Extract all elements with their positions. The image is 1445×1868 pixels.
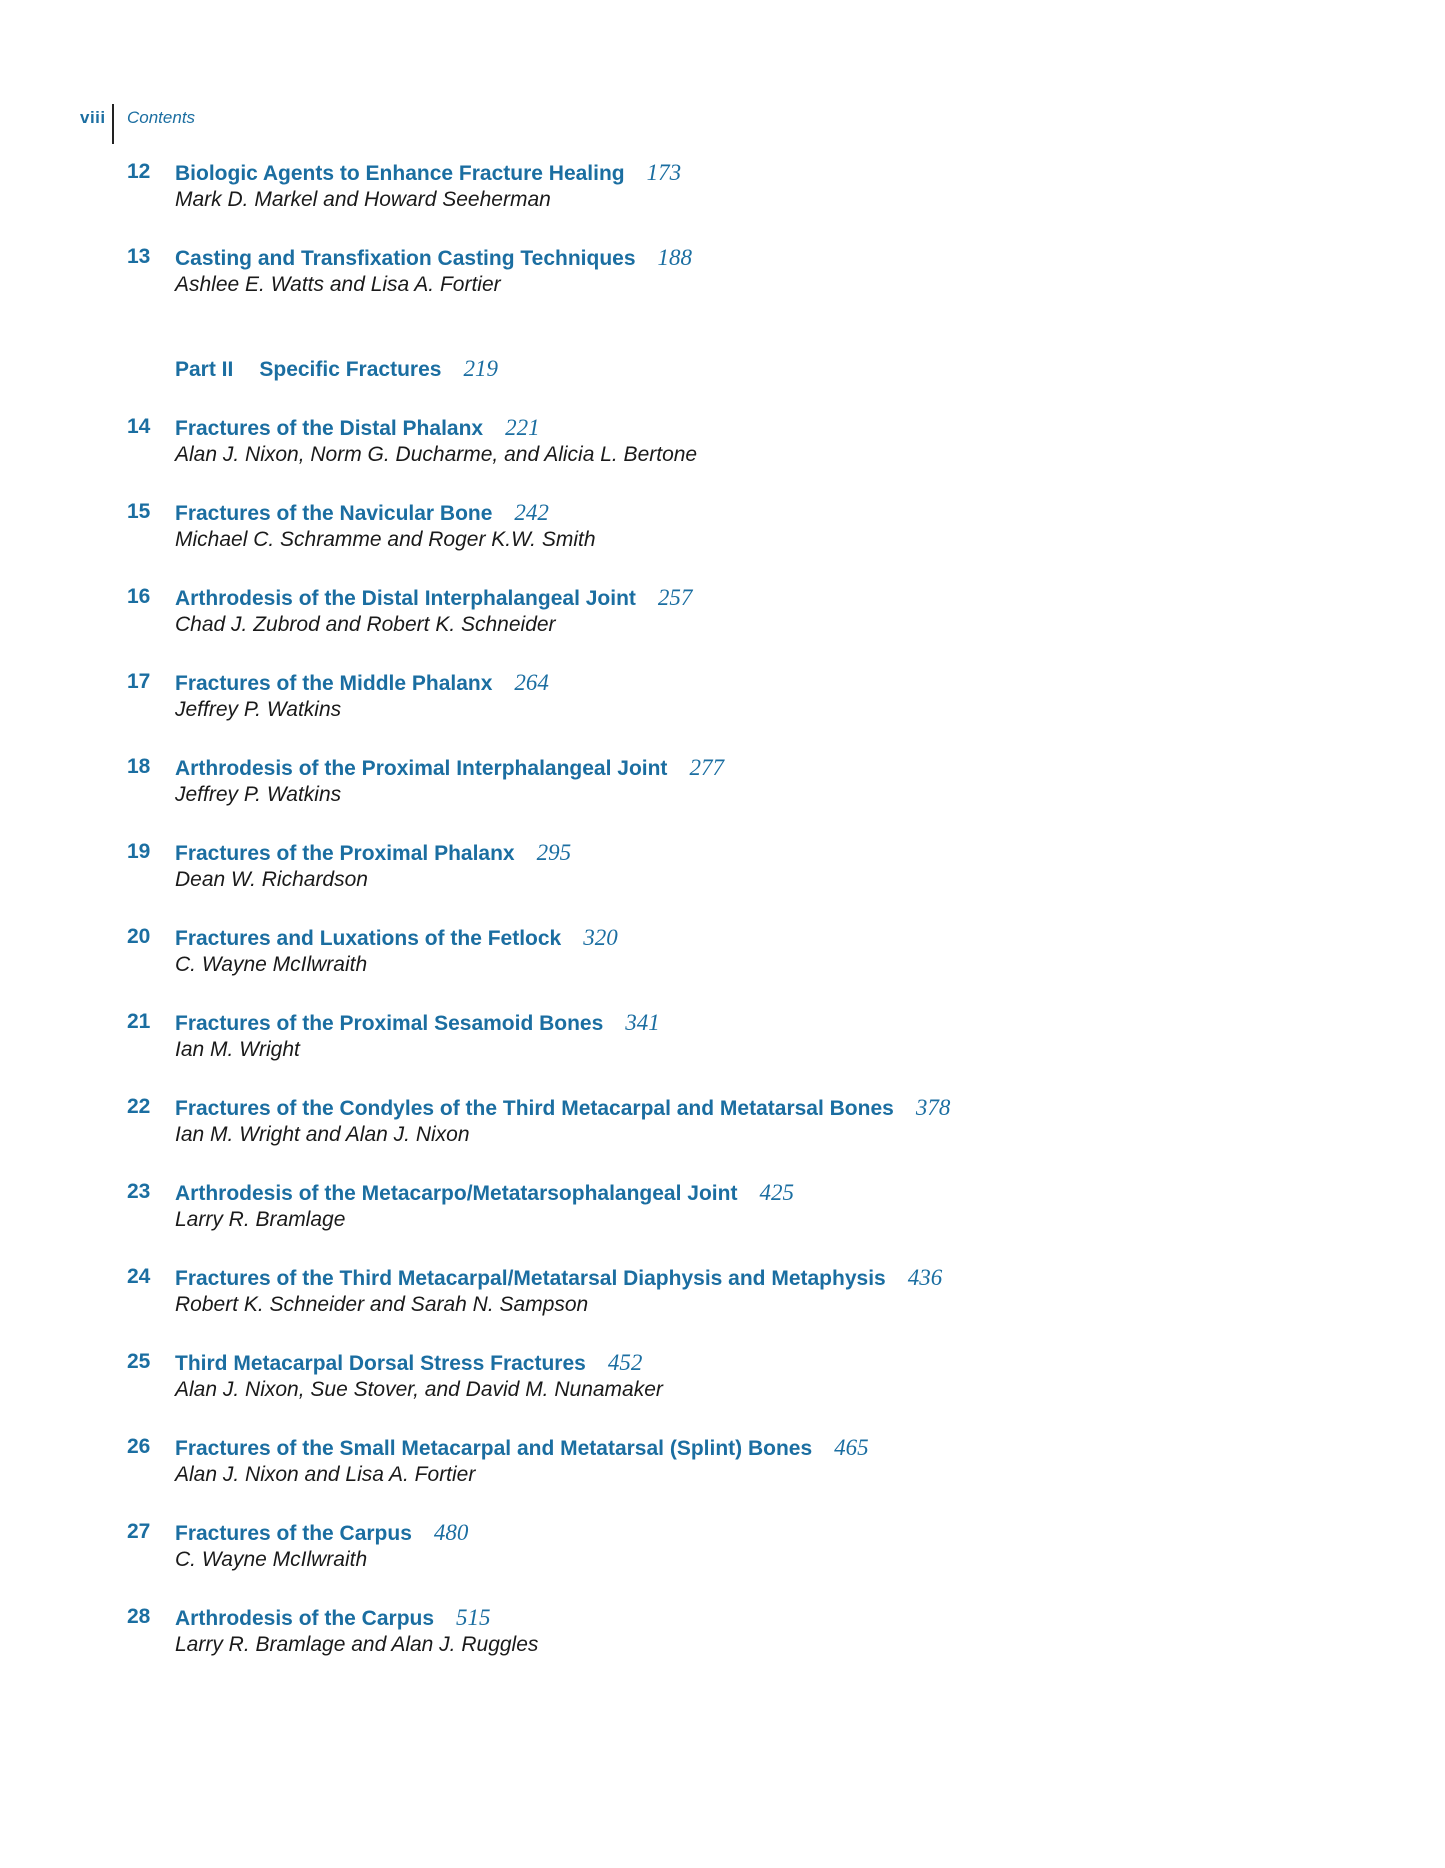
chapter-title[interactable]: Arthrodesis of the Proximal Interphalangeal Joint <box>175 757 668 780</box>
chapter-number: 19 <box>127 840 151 863</box>
chapter-page[interactable]: 465 <box>834 1435 869 1460</box>
chapter-number: 17 <box>127 670 151 693</box>
chapter-title[interactable]: Casting and Transfixation Casting Techniques <box>175 247 636 270</box>
chapter-number: 27 <box>127 1520 151 1543</box>
chapter-authors: Robert K. Schneider and Sarah N. Sampson <box>175 1293 589 1316</box>
chapter-authors: Larry R. Bramlage and Alan J. Ruggles <box>175 1633 539 1656</box>
chapter-title[interactable]: Fractures of the Small Metacarpal and Metatarsal (Splint) Bones <box>175 1437 813 1460</box>
chapter-page[interactable]: 173 <box>646 160 682 185</box>
chapter-page[interactable]: 242 <box>514 500 549 525</box>
chapter-title[interactable]: Fractures of the Distal Phalanx <box>175 417 484 440</box>
chapter-number: 28 <box>127 1605 151 1628</box>
chapter-authors: C. Wayne McIlwraith <box>175 1548 368 1571</box>
chapter-authors: Jeffrey P. Watkins <box>175 698 342 721</box>
chapter-authors: Michael C. Schramme and Roger K.W. Smith <box>175 528 596 551</box>
chapter-number: 20 <box>127 925 151 948</box>
chapter-page[interactable]: 515 <box>456 1605 491 1630</box>
chapter-authors: Alan J. Nixon and Lisa A. Fortier <box>175 1463 476 1486</box>
chapter-page[interactable]: 452 <box>607 1350 643 1375</box>
chapter-page[interactable]: 425 <box>759 1180 794 1205</box>
chapter-number: 23 <box>127 1180 151 1203</box>
part-page[interactable]: 219 <box>463 356 498 381</box>
chapter-number: 21 <box>127 1010 151 1033</box>
chapter-authors: Mark D. Markel and Howard Seeherman <box>175 188 551 211</box>
chapter-title[interactable]: Fractures of the Navicular Bone <box>175 502 493 525</box>
chapter-number: 24 <box>127 1265 151 1288</box>
page-folio: viii <box>80 108 106 127</box>
running-head-label: Contents <box>127 108 196 127</box>
chapter-page[interactable]: 295 <box>536 840 572 865</box>
chapter-number: 15 <box>127 500 151 523</box>
chapter-number: 22 <box>127 1095 151 1118</box>
chapter-authors: Alan J. Nixon, Norm G. Ducharme, and Alicia L. Bertone <box>175 443 698 466</box>
chapter-authors: Ashlee E. Watts and Lisa A. Fortier <box>175 273 501 296</box>
chapter-title[interactable]: Third Metacarpal Dorsal Stress Fractures <box>175 1352 586 1375</box>
chapter-number: 16 <box>127 585 151 608</box>
chapter-page[interactable]: 277 <box>689 755 724 780</box>
chapter-authors: C. Wayne McIlwraith <box>175 953 368 976</box>
chapter-authors: Chad J. Zubrod and Robert K. Schneider <box>175 613 556 636</box>
chapter-page[interactable]: 480 <box>433 1520 469 1545</box>
chapter-title[interactable]: Arthrodesis of the Metacarpo/Metatarsophalangeal Joint <box>175 1182 738 1205</box>
chapter-title[interactable]: Biologic Agents to Enhance Fracture Healing <box>175 162 625 185</box>
chapter-title[interactable]: Fractures and Luxations of the Fetlock <box>175 927 562 950</box>
chapter-title[interactable]: Fractures of the Carpus <box>175 1522 412 1545</box>
chapter-authors: Dean W. Richardson <box>175 868 368 891</box>
chapter-number: 18 <box>127 755 151 778</box>
chapter-title[interactable]: Arthrodesis of the Carpus <box>175 1607 435 1630</box>
chapter-number: 26 <box>127 1435 151 1458</box>
header-divider <box>112 104 114 144</box>
chapter-authors: Ian M. Wright and Alan J. Nixon <box>175 1123 470 1146</box>
chapter-number: 25 <box>127 1350 151 1373</box>
chapter-page[interactable]: 257 <box>657 585 693 610</box>
part-label: Part II <box>175 358 234 381</box>
chapter-authors: Alan J. Nixon, Sue Stover, and David M. Nunamaker <box>175 1378 663 1401</box>
chapter-title[interactable]: Fractures of the Third Metacarpal/Metatarsal Diaphysis and Metaphysis <box>175 1267 886 1290</box>
chapter-page[interactable]: 264 <box>514 670 549 695</box>
chapter-page[interactable]: 221 <box>505 415 540 440</box>
chapter-page[interactable]: 188 <box>657 245 693 270</box>
part-title[interactable]: Specific Fractures <box>259 358 442 381</box>
chapter-page[interactable]: 436 <box>907 1265 943 1290</box>
chapter-authors: Larry R. Bramlage <box>175 1208 346 1231</box>
chapter-title[interactable]: Fractures of the Condyles of the Third Metacarpal and Metatarsal Bones <box>175 1097 894 1120</box>
chapter-authors: Ian M. Wright <box>175 1038 300 1061</box>
chapter-number: 12 <box>127 160 151 183</box>
chapter-page[interactable]: 378 <box>915 1095 951 1120</box>
chapter-number: 14 <box>127 415 151 438</box>
chapter-authors: Jeffrey P. Watkins <box>175 783 342 806</box>
chapter-page[interactable]: 341 <box>625 1010 660 1035</box>
chapter-title[interactable]: Fractures of the Proximal Phalanx <box>175 842 515 865</box>
chapter-number: 13 <box>127 245 151 268</box>
chapter-title[interactable]: Arthrodesis of the Distal Interphalangeal Joint <box>175 587 636 610</box>
chapter-page[interactable]: 320 <box>583 925 618 950</box>
chapter-title[interactable]: Fractures of the Proximal Sesamoid Bones <box>175 1012 604 1035</box>
part-heading[interactable] <box>175 356 498 383</box>
chapter-title[interactable]: Fractures of the Middle Phalanx <box>175 672 493 695</box>
